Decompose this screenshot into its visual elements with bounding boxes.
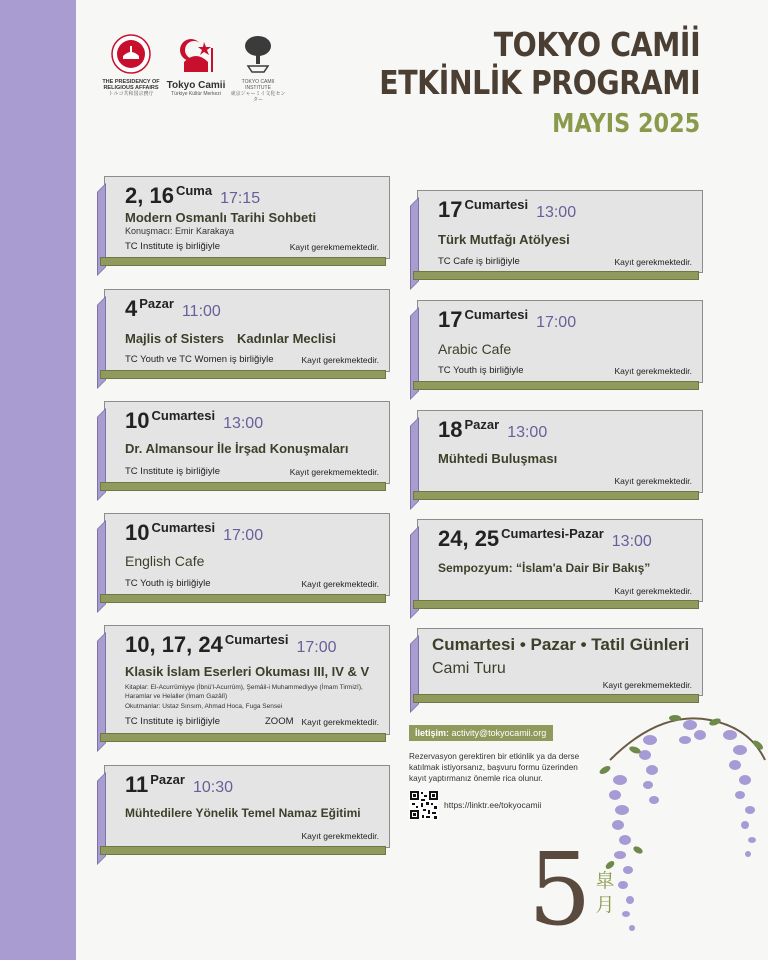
event-dayname: Cumartesi — [464, 307, 529, 322]
event-dayname: Cumartesi — [464, 197, 529, 212]
diyanet-caption-2: RELIGIOUS AFFAIRS — [103, 85, 159, 91]
event-cooperation: TC Institute iş birliğiyle — [125, 466, 221, 477]
linktree-link[interactable]: https://linktr.ee/tokyocamii — [444, 800, 542, 810]
camii-name: Tokyo Camii — [166, 80, 226, 91]
event-title: Arabic Cafe — [438, 341, 512, 357]
event-days: 10 — [125, 408, 150, 433]
event-registration-note: Kayıt gerekmemektedir. — [602, 680, 692, 690]
event-card — [104, 401, 390, 484]
month-kanji-2: 月 — [595, 895, 615, 916]
event-title: Cami Turu — [432, 660, 506, 677]
event-card — [104, 513, 390, 596]
contact-email[interactable]: activity@tokyocamii.org — [451, 728, 547, 738]
event-title: Klasik İslam Eserleri Okuması III, IV & V — [125, 664, 370, 679]
event-cooperation: TC Youth iş birliğiyle — [438, 365, 524, 376]
event-title: Mühtedilere Yönelik Temel Namaz Eğitimi — [125, 806, 361, 820]
event-registration-note: Kayıt gerekmemektedir. — [289, 467, 379, 477]
contact-label: İletişim: — [415, 728, 450, 738]
event-header — [125, 520, 263, 546]
event-card — [104, 765, 390, 848]
event-time: 13:00 — [223, 415, 264, 432]
tree-icon — [242, 34, 274, 74]
month-number: 5 — [528, 831, 592, 948]
event-dayname: Cumartesi-Pazar — [501, 526, 604, 541]
event-card — [417, 190, 703, 273]
event-header — [438, 417, 547, 443]
title-line-2: ETKİNLİK PROGRAMI — [379, 63, 700, 102]
event-dayname: Cumartesi — [224, 632, 289, 647]
event-cooperation: TC Institute iş birliğiyle — [125, 716, 221, 727]
contact-info — [409, 725, 609, 820]
diyanet-caption-1: THE PRESIDENCY OF — [102, 79, 160, 85]
contact-bar — [409, 725, 553, 741]
wisteria-decoration — [590, 700, 768, 950]
event-registration-note: Kayıt gerekmektedir. — [301, 831, 379, 841]
event-dayname: Pazar — [150, 772, 185, 787]
event-time: 10:30 — [192, 779, 234, 796]
event-teachers: Okutmanlar: Ustaz Sırısım, Ahmad Hoca, Fuga Sensei — [125, 703, 283, 710]
event-registration-note: Kayıt gerekmemektedir. — [289, 242, 379, 252]
event-card — [104, 289, 390, 372]
event-speaker: Konuşmacı: Emir Karakaya — [125, 226, 235, 236]
event-dayname: Pazar — [464, 417, 500, 432]
event-cooperation: TC Youth iş birliğiyle — [125, 578, 211, 589]
event-title: Mühtedi Buluşması — [438, 451, 558, 466]
institute-caption-1: TOKYO CAMII INSTITUTE — [241, 79, 275, 91]
event-header — [125, 632, 337, 658]
event-days: 10, 17, 24 — [125, 632, 223, 657]
institute-caption-2: 東京ジャーミイ文化センター — [230, 91, 286, 103]
event-dayname: Cuma — [175, 183, 213, 198]
event-title: Türk Mutfağı Atölyesi — [438, 232, 570, 247]
event-time: 17:15 — [220, 190, 261, 207]
event-days: 4 — [125, 296, 138, 321]
event-registration-note: Kayıt gerekmektedir. — [614, 586, 692, 596]
event-title: Modern Osmanlı Tarihi Sohbeti — [125, 210, 317, 225]
event-days: 17 — [438, 307, 463, 332]
event-header — [125, 772, 233, 798]
event-card — [417, 410, 703, 493]
event-card — [417, 519, 703, 602]
event-heading: Cumartesi • Pazar • Tatil Günleri — [432, 635, 690, 654]
event-time: 17:00 — [296, 639, 337, 656]
event-days: 24, 25 — [438, 526, 500, 551]
event-cooperation: TC Institute iş birliğiyle — [125, 241, 221, 252]
event-title: English Cafe — [125, 553, 205, 569]
event-registration-note: Kayıt gerekmektedir. — [301, 579, 379, 589]
mosque-icon — [174, 34, 218, 74]
event-time: 17:00 — [223, 527, 264, 544]
side-strip — [0, 0, 76, 960]
event-days: 11 — [125, 772, 149, 797]
event-registration-note: Kayıt gerekmektedir. — [614, 476, 692, 486]
event-dayname: Pazar — [139, 296, 174, 311]
event-registration-note: Kayıt gerekmektedir. — [614, 257, 692, 267]
event-registration-note: Kayıt gerekmektedir. — [614, 366, 692, 376]
qr-row — [409, 790, 609, 820]
event-dayname: Cumartesi — [151, 520, 216, 535]
event-header — [438, 526, 652, 552]
title-block — [327, 26, 700, 146]
event-card — [104, 176, 390, 259]
event-cooperation: TC Youth ve TC Women iş birliğiyle — [125, 354, 274, 365]
event-card — [417, 628, 703, 696]
logos — [98, 34, 288, 124]
event-header — [438, 197, 576, 223]
event-days: 2, 16 — [125, 183, 174, 208]
event-time: 13:00 — [611, 533, 652, 550]
title-line-1: TOKYO CAMİİ — [493, 25, 700, 64]
event-registration-note: Kayıt gerekmektedir. — [301, 355, 379, 365]
title-date: MAYIS 2025 — [551, 109, 700, 139]
event-cooperation: TC Cafe iş birliğiyle — [438, 256, 520, 267]
event-time: 13:00 — [507, 424, 548, 441]
tokyo-camii-logo — [166, 34, 226, 97]
event-books: Kitaplar: El-Acurrûmiyye (İbnü'l-Acurrûm), Şemâil-i Muhammediyye (İmam Tirmizî), Haramlar ve Helaller (İmam Gazâlî) — [125, 684, 363, 700]
diyanet-caption-3: トルコ共和国宗務庁 — [108, 91, 154, 97]
event-time: 17:00 — [536, 314, 577, 331]
institute-logo — [230, 34, 286, 103]
camii-subtitle: Türkiye Kültür Merkezi — [171, 91, 221, 97]
event-header — [125, 296, 221, 322]
event-title: Dr. Almansour İle İrşad Konuşmaları — [125, 441, 349, 456]
event-title: Sempozyum: “İslam'a Dair Bir Bakış” — [438, 561, 651, 575]
event-title: Majlis of Sisters Kadınlar Meclisi — [125, 331, 336, 346]
event-time: 13:00 — [536, 204, 577, 221]
event-dayname: Cumartesi — [151, 408, 216, 423]
month-kanji — [594, 870, 616, 918]
registration-info: Rezervasyon gerektiren bir etkinlik ya da derse katılmak istiyorsanız, başvuru formu üzerinden kayıt yaptırmanız önemle rica olunur. — [409, 752, 580, 783]
event-days: 18 — [438, 417, 463, 442]
event-header — [438, 307, 576, 333]
event-days: 10 — [125, 520, 150, 545]
diyanet-logo — [98, 34, 164, 97]
event-registration-note: Kayıt gerekmektedir. — [301, 717, 379, 727]
event-time: 11:00 — [181, 303, 221, 320]
month-kanji-1: 皐 — [595, 871, 615, 892]
event-card — [417, 300, 703, 383]
event-header — [125, 183, 260, 209]
diyanet-emblem-icon — [111, 34, 151, 74]
event-days: 17 — [438, 197, 463, 222]
event-card — [104, 625, 390, 735]
qr-code-icon[interactable] — [409, 790, 439, 820]
event-header — [125, 408, 263, 434]
zoom-label: ZOOM — [265, 716, 294, 727]
